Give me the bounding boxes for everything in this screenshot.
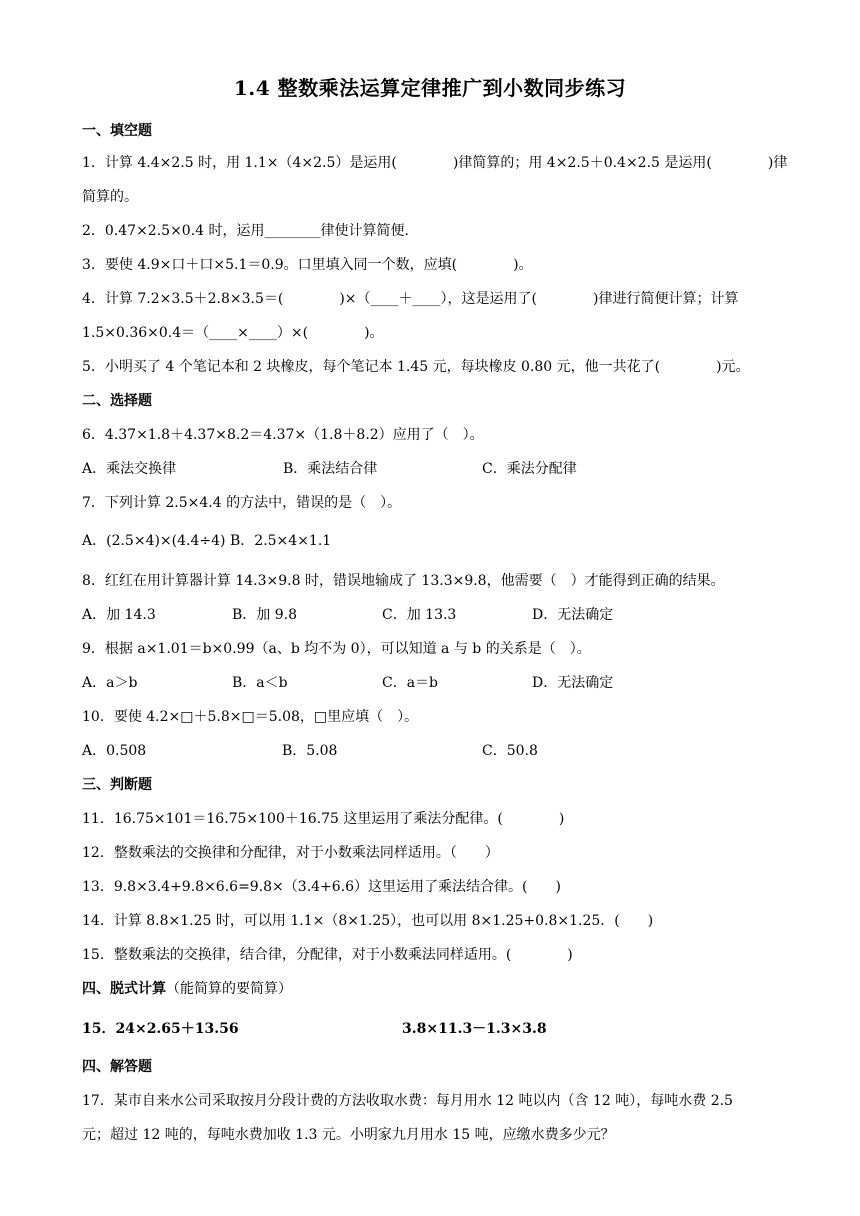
q1-line2: 简算的。 [82, 189, 138, 205]
q6-option-b: B．乘法结合律 [283, 461, 378, 477]
section-judge: 三、判断题 [82, 777, 152, 793]
q8-option-c: C．加 13.3 [382, 607, 457, 623]
q6: 6．4.37×1.8＋4.37×8.2＝4.37×（1.8＋8.2）应用了（ ）。 [82, 427, 484, 443]
q9-option-b: B．a＜b [232, 675, 288, 691]
section-word-problem: 四、解答题 [82, 1059, 152, 1075]
q8-option-d: D．无法确定 [532, 607, 614, 623]
section-calculation-note: （能简算的要简算） [166, 981, 292, 997]
q15: 15．整数乘法的交换律，结合律，分配律，对于小数乘法同样适用。( ) [82, 947, 573, 963]
q9-option-d: D．无法确定 [532, 675, 614, 691]
calc-problem-2: 3.8×11.3－1.3×3.8 [402, 1021, 547, 1037]
section-calculation [82, 978, 292, 998]
q12: 12．整数乘法的交换律和分配律，对于小数乘法同样适用。（ ） [82, 845, 499, 861]
q9: 9．根据 a×1.01＝b×0.99（a、b 均不为 0），可以知道 a 与 b 的关系是（ ）。 [82, 641, 591, 657]
q11: 11．16.75×101＝16.75×100＋16.75 这里运用了乘法分配律。( ) [82, 811, 565, 827]
q14: 14．计算 8.8×1.25 时，可以用 1.1×（8×1.25），也可以用 8×1.25+0.8×1.25．( ) [82, 913, 654, 929]
q2: 2．0.47×2.5×0.4 时，运用________律使计算简便. [82, 223, 409, 239]
q8: 8．红红在用计算器计算 14.3×9.8 时，错误地输成了 13.3×9.8，他需要（ ）才能得到正确的结果。 [82, 573, 725, 589]
q13: 13．9.8×3.4+9.8×6.6=9.8×（3.4+6.6）这里运用了乘法结合律。( ) [82, 879, 561, 895]
q6-option-a: A．乘法交换律 [82, 461, 177, 477]
q7-option-a: A．(2.5×4)×(4.4÷4) [82, 533, 226, 549]
section-fill-blank: 一、填空题 [82, 123, 152, 139]
q3: 3．要使 4.9×口＋口×5.1＝0.9。口里填入同一个数，应填( )。 [82, 257, 533, 273]
q10: 10．要使 4.2×□＋5.8×□＝5.08，□里应填（ ）。 [82, 709, 419, 725]
q17-line1: 17．某市自来水公司采取按月分段计费的方法收取水费：每月用水 12 吨以内（含 12 吨），每吨水费 2.5 [82, 1093, 733, 1109]
q7-option-b: B．2.5×4×1.1 [230, 533, 332, 549]
q6-option-c: C．乘法分配律 [482, 461, 577, 477]
section-choice: 二、选择题 [82, 393, 152, 409]
q1-line1: 1．计算 4.4×2.5 时，用 1.1×（4×2.5）是运用( )律简算的；用 4×2.5＋0.4×2.5 是运用( )律 [82, 155, 788, 171]
page-title: 1.4 整数乘法运算定律推广到小数同步练习 [233, 76, 627, 100]
section-calculation-title: 四、脱式计算 [82, 981, 166, 997]
q4-line2: 1.5×0.36×0.4＝（____×____）×( )。 [82, 325, 384, 341]
calc-problem-1: 15．24×2.65＋13.56 [82, 1021, 239, 1037]
q7: 7．下列计算 2.5×4.4 的方法中，错误的是（ ）。 [82, 495, 402, 511]
q8-option-a: A．加 14.3 [82, 607, 156, 623]
q4-line1: 4．计算 7.2×3.5＋2.8×3.5＝( )×（____＋____），这是运用了( )律进行简便计算；计算 [82, 291, 739, 307]
q10-option-b: B．5.08 [282, 743, 338, 759]
q10-option-a: A．0.508 [82, 743, 147, 759]
q8-option-b: B．加 9.8 [232, 607, 298, 623]
q9-option-c: C．a＝b [382, 675, 439, 691]
q9-option-a: A．a＞b [82, 675, 138, 691]
q10-option-c: C．50.8 [482, 743, 538, 759]
q17-line2: 元；超过 12 吨的，每吨水费加收 1.3 元。小明家九月用水 15 吨，应缴水费多少元？ [82, 1127, 615, 1143]
q5: 5．小明买了 4 个笔记本和 2 块橡皮，每个笔记本 1.45 元，每块橡皮 0.80 元，他一共花了( )元。 [82, 359, 750, 375]
